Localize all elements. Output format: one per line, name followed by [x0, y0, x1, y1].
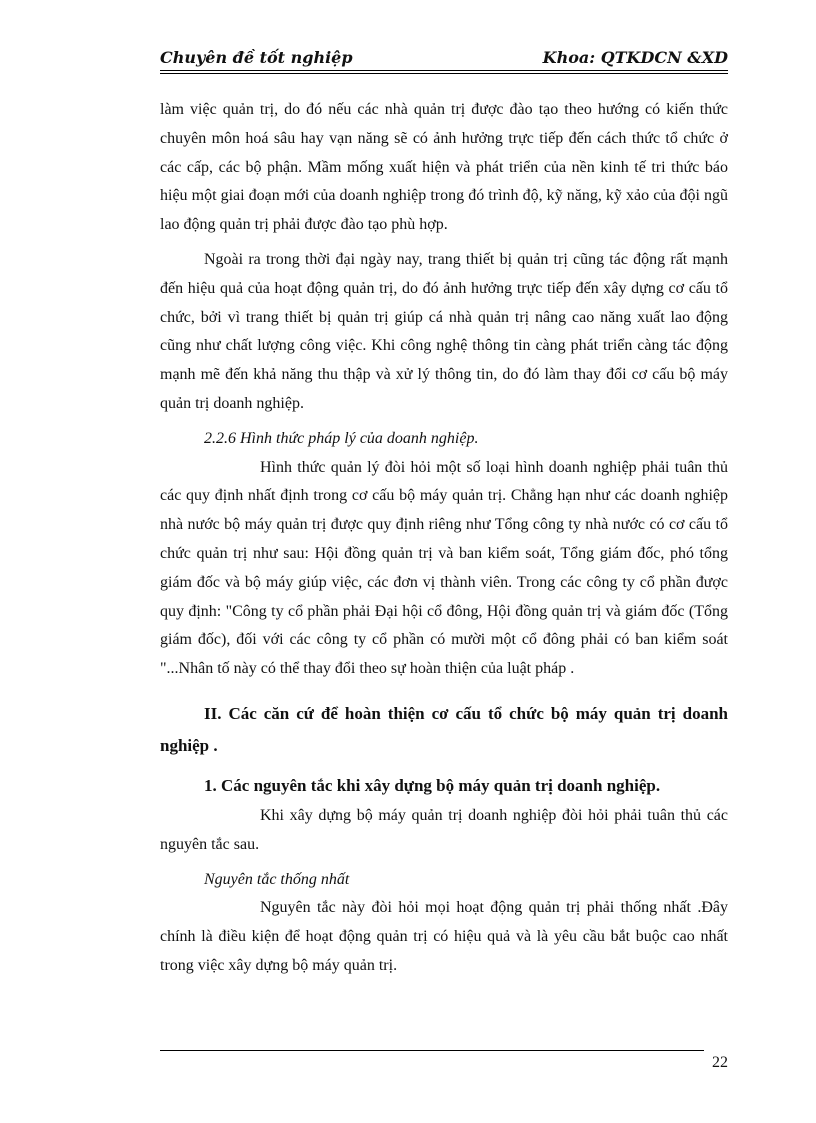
- paragraph-equipment: Ngoài ra trong thời đại ngày nay, trang thiết bị quản trị cũng tác động rất mạnh đến hiệu quả của hoạt động quản trị, do đó ảnh hưởng trực tiếp đến xây dựng cơ cấu tổ chức, bởi vì trang thiết bị quản trị giúp cá nhà quản trị nâng cao năng xuất lao động cũng như chất lượng công việc. Khi công nghệ thông tin càng phát triển càng tác động mạnh mẽ đến khả năng thu thập và xử lý thông tin, do đó làm thay đổi cơ cấu bộ máy quản trị doanh nghiệp.: [160, 250, 728, 412]
- header-faculty: Khoa: QTKDCN &XD: [542, 48, 728, 67]
- subsection-title-226: 2.2.6 Hình thức pháp lý của doanh nghiệp.: [204, 429, 479, 447]
- header-document-type: Chuyên đề tốt nghiệp: [160, 48, 353, 67]
- header-divider: [160, 70, 728, 74]
- paragraph-legal-form: Hình thức quản lý đòi hỏi một số loại hình doanh nghiệp phải tuân thủ các quy định nhất định trong cơ cấu bộ máy quản trị. Chẳng hạn như các doanh nghiệp nhà nước bộ máy quản trị được quy định riêng như Tổng công ty nhà nước có cơ cấu tổ chức quản trị như sau: Hội đồng quản trị và ban kiểm soát, Tổng giám đốc, phó tổng giám đốc và bộ máy giúp việc, các đơn vị thành viên. Trong các công ty cổ phần được quy định: "Công ty cổ phần phải Đại hội cổ đông, Hội đồng quản trị và giám đốc (Tổng giám đốc), đối với các công ty cổ phần có mười một cổ đông phải có ban kiểm soát "...Nhân tố này có thể thay đổi theo sự hoàn thiện của luật pháp .: [160, 458, 728, 678]
- subsection-heading-1: 1. Các nguyên tắc khi xây dựng bộ máy quản trị doanh nghiệp.: [204, 775, 661, 795]
- paragraph-continuation: làm việc quản trị, do đó nếu các nhà quản trị được đào tạo theo hướng có kiến thức chuyên môn hoá sâu hay vạn năng sẽ có ảnh hưởng trực tiếp đến cách thức tổ chức ở các cấp, các bộ phận. Mầm mống xuất hiện và phát triển của nền kinh tế tri thức báo hiệu một giai đoạn mới của doanh nghiệp trong đó trình độ, kỹ năng, kỹ xảo của đội ngũ lao động quản trị phải được đào tạo phù hợp.: [160, 101, 728, 234]
- section-heading-ii: II. Các căn cứ để hoàn thiện cơ cấu tổ chức bộ máy quản trị doanh nghiệp .: [160, 703, 728, 755]
- page-header: [160, 48, 728, 70]
- page-number: 22: [712, 1054, 728, 1071]
- principle-title-unity: Nguyên tắc thống nhất: [204, 870, 350, 888]
- page-body: [160, 96, 728, 981]
- paragraph-principles-intro: Khi xây dựng bộ máy quản trị doanh nghiệp đòi hỏi phải tuân thủ các nguyên tắc sau.: [160, 806, 728, 853]
- footer-divider: [160, 1050, 704, 1051]
- paragraph-unity-principle: Nguyên tắc này đòi hỏi mọi hoạt động quản trị phải thống nhất .Đây chính là điều kiện để hoạt động quản trị có hiệu quả và là yêu cầu bắt buộc cao nhất trong việc xây dựng bộ máy quản trị.: [160, 899, 728, 974]
